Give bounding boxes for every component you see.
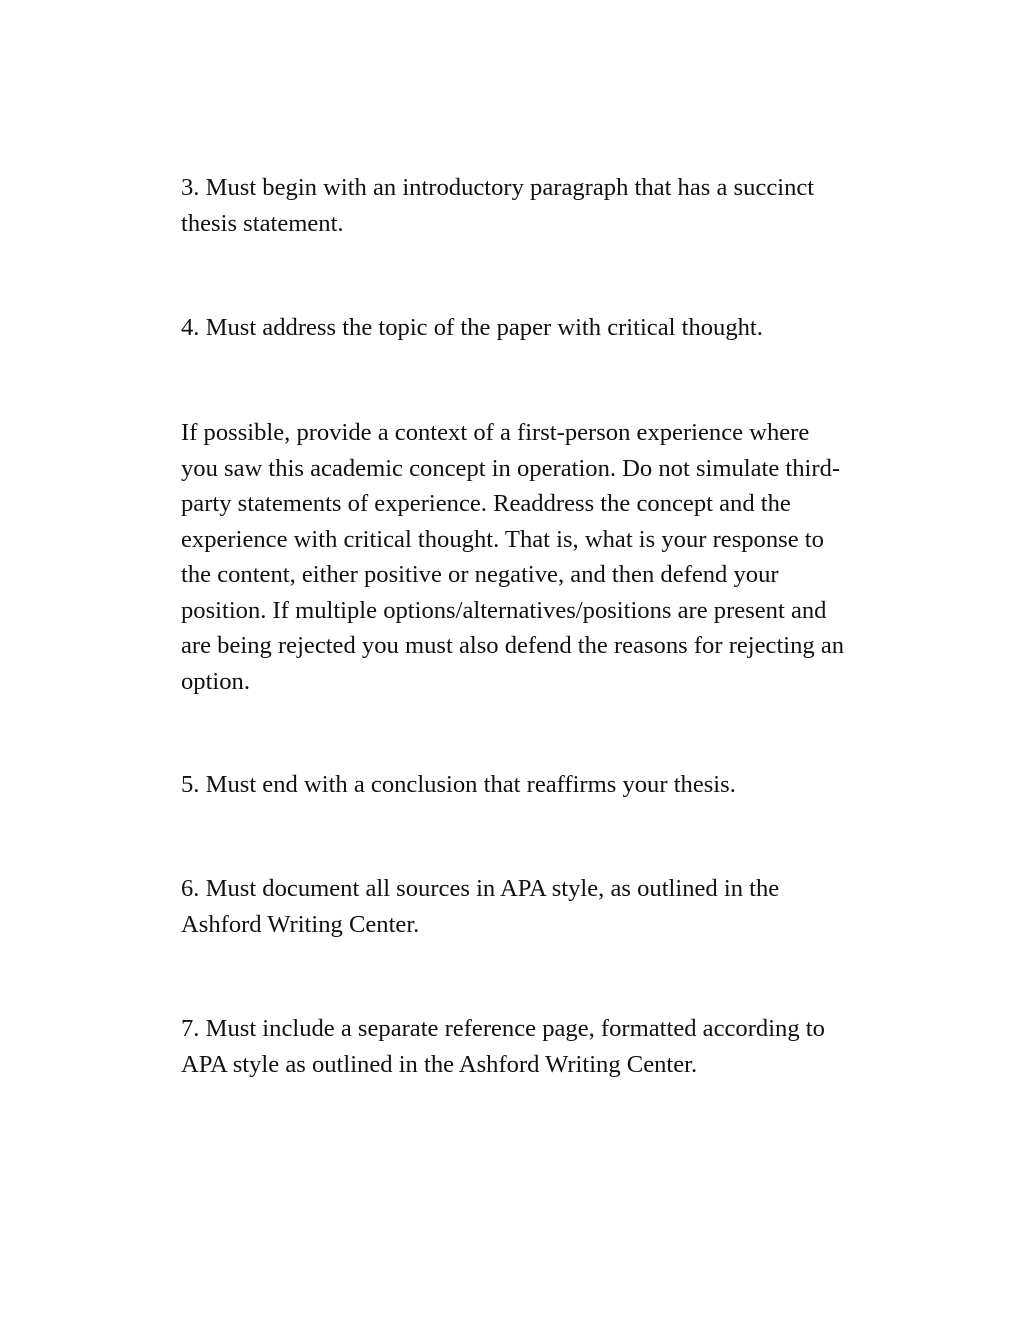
paragraph-line: you saw this academic concept in operation. Do not simulate third- <box>181 454 841 482</box>
paragraph-line: APA style as outlined in the Ashford Writing Center. <box>181 1050 698 1078</box>
requirement-4-paragraph <box>181 310 911 346</box>
requirement-6-paragraph <box>181 871 911 942</box>
requirement-3-paragraph <box>181 170 911 241</box>
requirement-5-paragraph <box>181 767 911 803</box>
paragraph-line: Ashford Writing Center. <box>181 910 420 938</box>
paragraph-line: option. <box>181 667 251 695</box>
paragraph-line: are being rejected you must also defend the reasons for rejecting an <box>181 632 845 659</box>
paragraph-line: the content, either positive or negative, and then defend your <box>181 561 779 588</box>
paragraph-line: party statements of experience. Readdress the concept and the <box>181 490 791 517</box>
requirement-7-paragraph <box>181 1011 911 1082</box>
paragraph-line: 4. Must address the topic of the paper with critical thought. <box>181 314 763 341</box>
paragraph-line: thesis statement. <box>181 209 344 237</box>
paragraph-line: 7. Must include a separate reference page, formatted according to <box>181 1015 825 1042</box>
paragraph-line: position. If multiple options/alternatives/positions are present and <box>181 596 827 624</box>
paragraph-line: experience with critical thought. That is, what is your response to <box>181 525 824 553</box>
context-paragraph <box>181 415 911 699</box>
paragraph-line: 5. Must end with a conclusion that reaffirms your thesis. <box>181 771 736 798</box>
paragraph-line: If possible, provide a context of a first-person experience where <box>181 419 810 446</box>
paragraph-line: 6. Must document all sources in APA style, as outlined in the <box>181 875 780 902</box>
paragraph-line: 3. Must begin with an introductory paragraph that has a succinct <box>181 174 815 201</box>
